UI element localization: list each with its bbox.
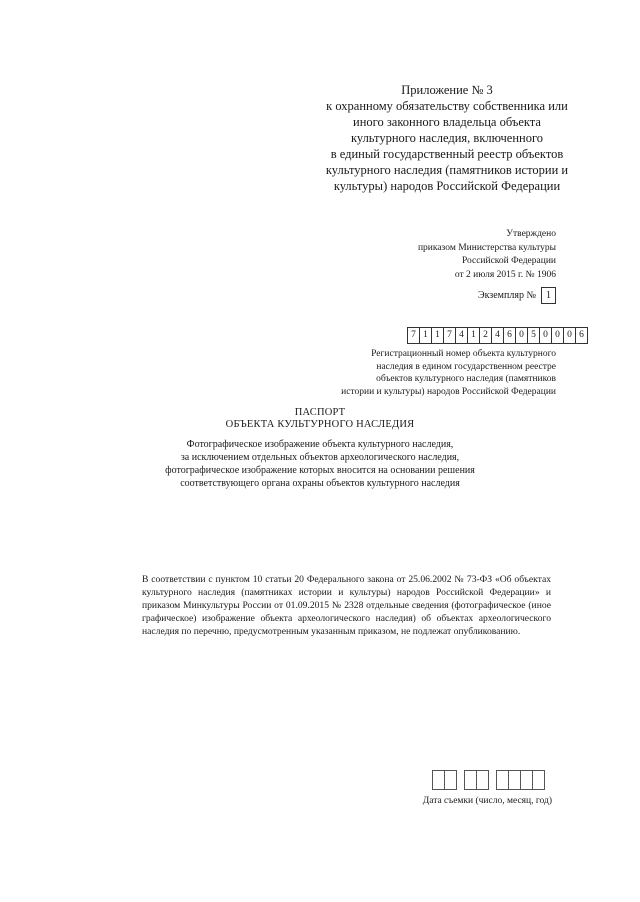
reg-digit: 6: [503, 327, 516, 344]
passport-title-line2: ОБЪЕКТА КУЛЬТУРНОГО НАСЛЕДИЯ: [225, 419, 415, 430]
date-cell: [476, 770, 489, 790]
reg-digit: 6: [575, 327, 588, 344]
shooting-date-label: Дата съемки (число, месяц, год): [422, 796, 552, 806]
date-day-cells: [433, 770, 457, 790]
appendix-line: иного законного владельца объекта: [353, 115, 541, 129]
photo-note-line: за исключением отдельных объектов археологического наследия,: [180, 452, 460, 463]
reg-digit: 0: [539, 327, 552, 344]
photo-note-line: Фотографическое изображение объекта культурного наследия,: [186, 439, 454, 450]
reg-digit: 7: [443, 327, 456, 344]
reg-digit: 4: [491, 327, 504, 344]
approval-line: от 2 июля 2015 г. № 1906: [454, 269, 556, 280]
reg-digit: 0: [515, 327, 528, 344]
passport-title-line1: ПАСПОРТ: [294, 407, 346, 418]
reg-digit: 2: [479, 327, 492, 344]
reg-desc-line: наследия в едином государственном реестре: [376, 361, 556, 372]
reg-digit: 1: [431, 327, 444, 344]
photo-note: [0, 438, 640, 490]
passport-title: [0, 407, 640, 431]
reg-digit: 0: [551, 327, 564, 344]
appendix-line: культурного наследия (памятников истории и: [325, 163, 569, 177]
reg-digit: 5: [527, 327, 540, 344]
date-cell: [532, 770, 545, 790]
reg-desc-line: истории и культуры) народов Российской Федерации: [341, 386, 556, 397]
date-cell: [444, 770, 457, 790]
reg-digit: 7: [407, 327, 420, 344]
appendix-line: культуры) народов Российской Федерации: [333, 179, 561, 193]
date-year-cells: [497, 770, 545, 790]
approval-line: Утверждено: [506, 229, 556, 239]
appendix-line: в единый государственный реестр объектов: [330, 147, 564, 161]
approval-line: приказом Министерства культуры: [417, 242, 556, 253]
reg-digit: 4: [455, 327, 468, 344]
reg-desc-line: объектов культурного наследия (памятников: [376, 374, 556, 384]
approval-stamp: [356, 228, 556, 282]
copy-label: Экземпляр №: [477, 290, 536, 301]
photo-note-line: фотографическое изображение которых вносится на основании решения: [165, 465, 475, 476]
appendix-line: к охранному обязательству собственника или: [326, 99, 568, 113]
appendix-line: культурного наследия, включенного: [350, 131, 544, 145]
reg-digit: 0: [563, 327, 576, 344]
shooting-date-boxes: [433, 770, 545, 790]
reg-desc-line: Регистрационный номер объекта культурного: [371, 349, 556, 359]
registration-description: [316, 348, 556, 398]
photo-note-line: соответствующего органа охраны объектов культурного наследия: [180, 478, 460, 489]
reg-digit: 1: [419, 327, 432, 344]
reg-digit: 1: [467, 327, 480, 344]
copy-number-box: 1: [541, 287, 556, 304]
registration-number-cells: [408, 327, 588, 342]
appendix-header: [312, 82, 582, 194]
date-month-cells: [465, 770, 489, 790]
approval-line: Российской Федерации: [461, 256, 556, 266]
copy-number: [478, 287, 556, 304]
appendix-line: Приложение № 3: [401, 83, 493, 97]
law-notice-paragraph: В соответствии с пунктом 10 статьи 20 Федерального закона от 25.06.2002 № 73-ФЗ «Об объектах культурного наследия (памятниках истории и культуры) народов Российской Федерации» и приказом Минкультуры России от 01.09.2015 № 2328 отдельные сведения (фотографическое (иное графическое) изображение объекта археологического наследия) об объектах археологического наследия по перечню, предусмотренным указанным приказом, не подлежат опубликованию.: [142, 574, 551, 637]
